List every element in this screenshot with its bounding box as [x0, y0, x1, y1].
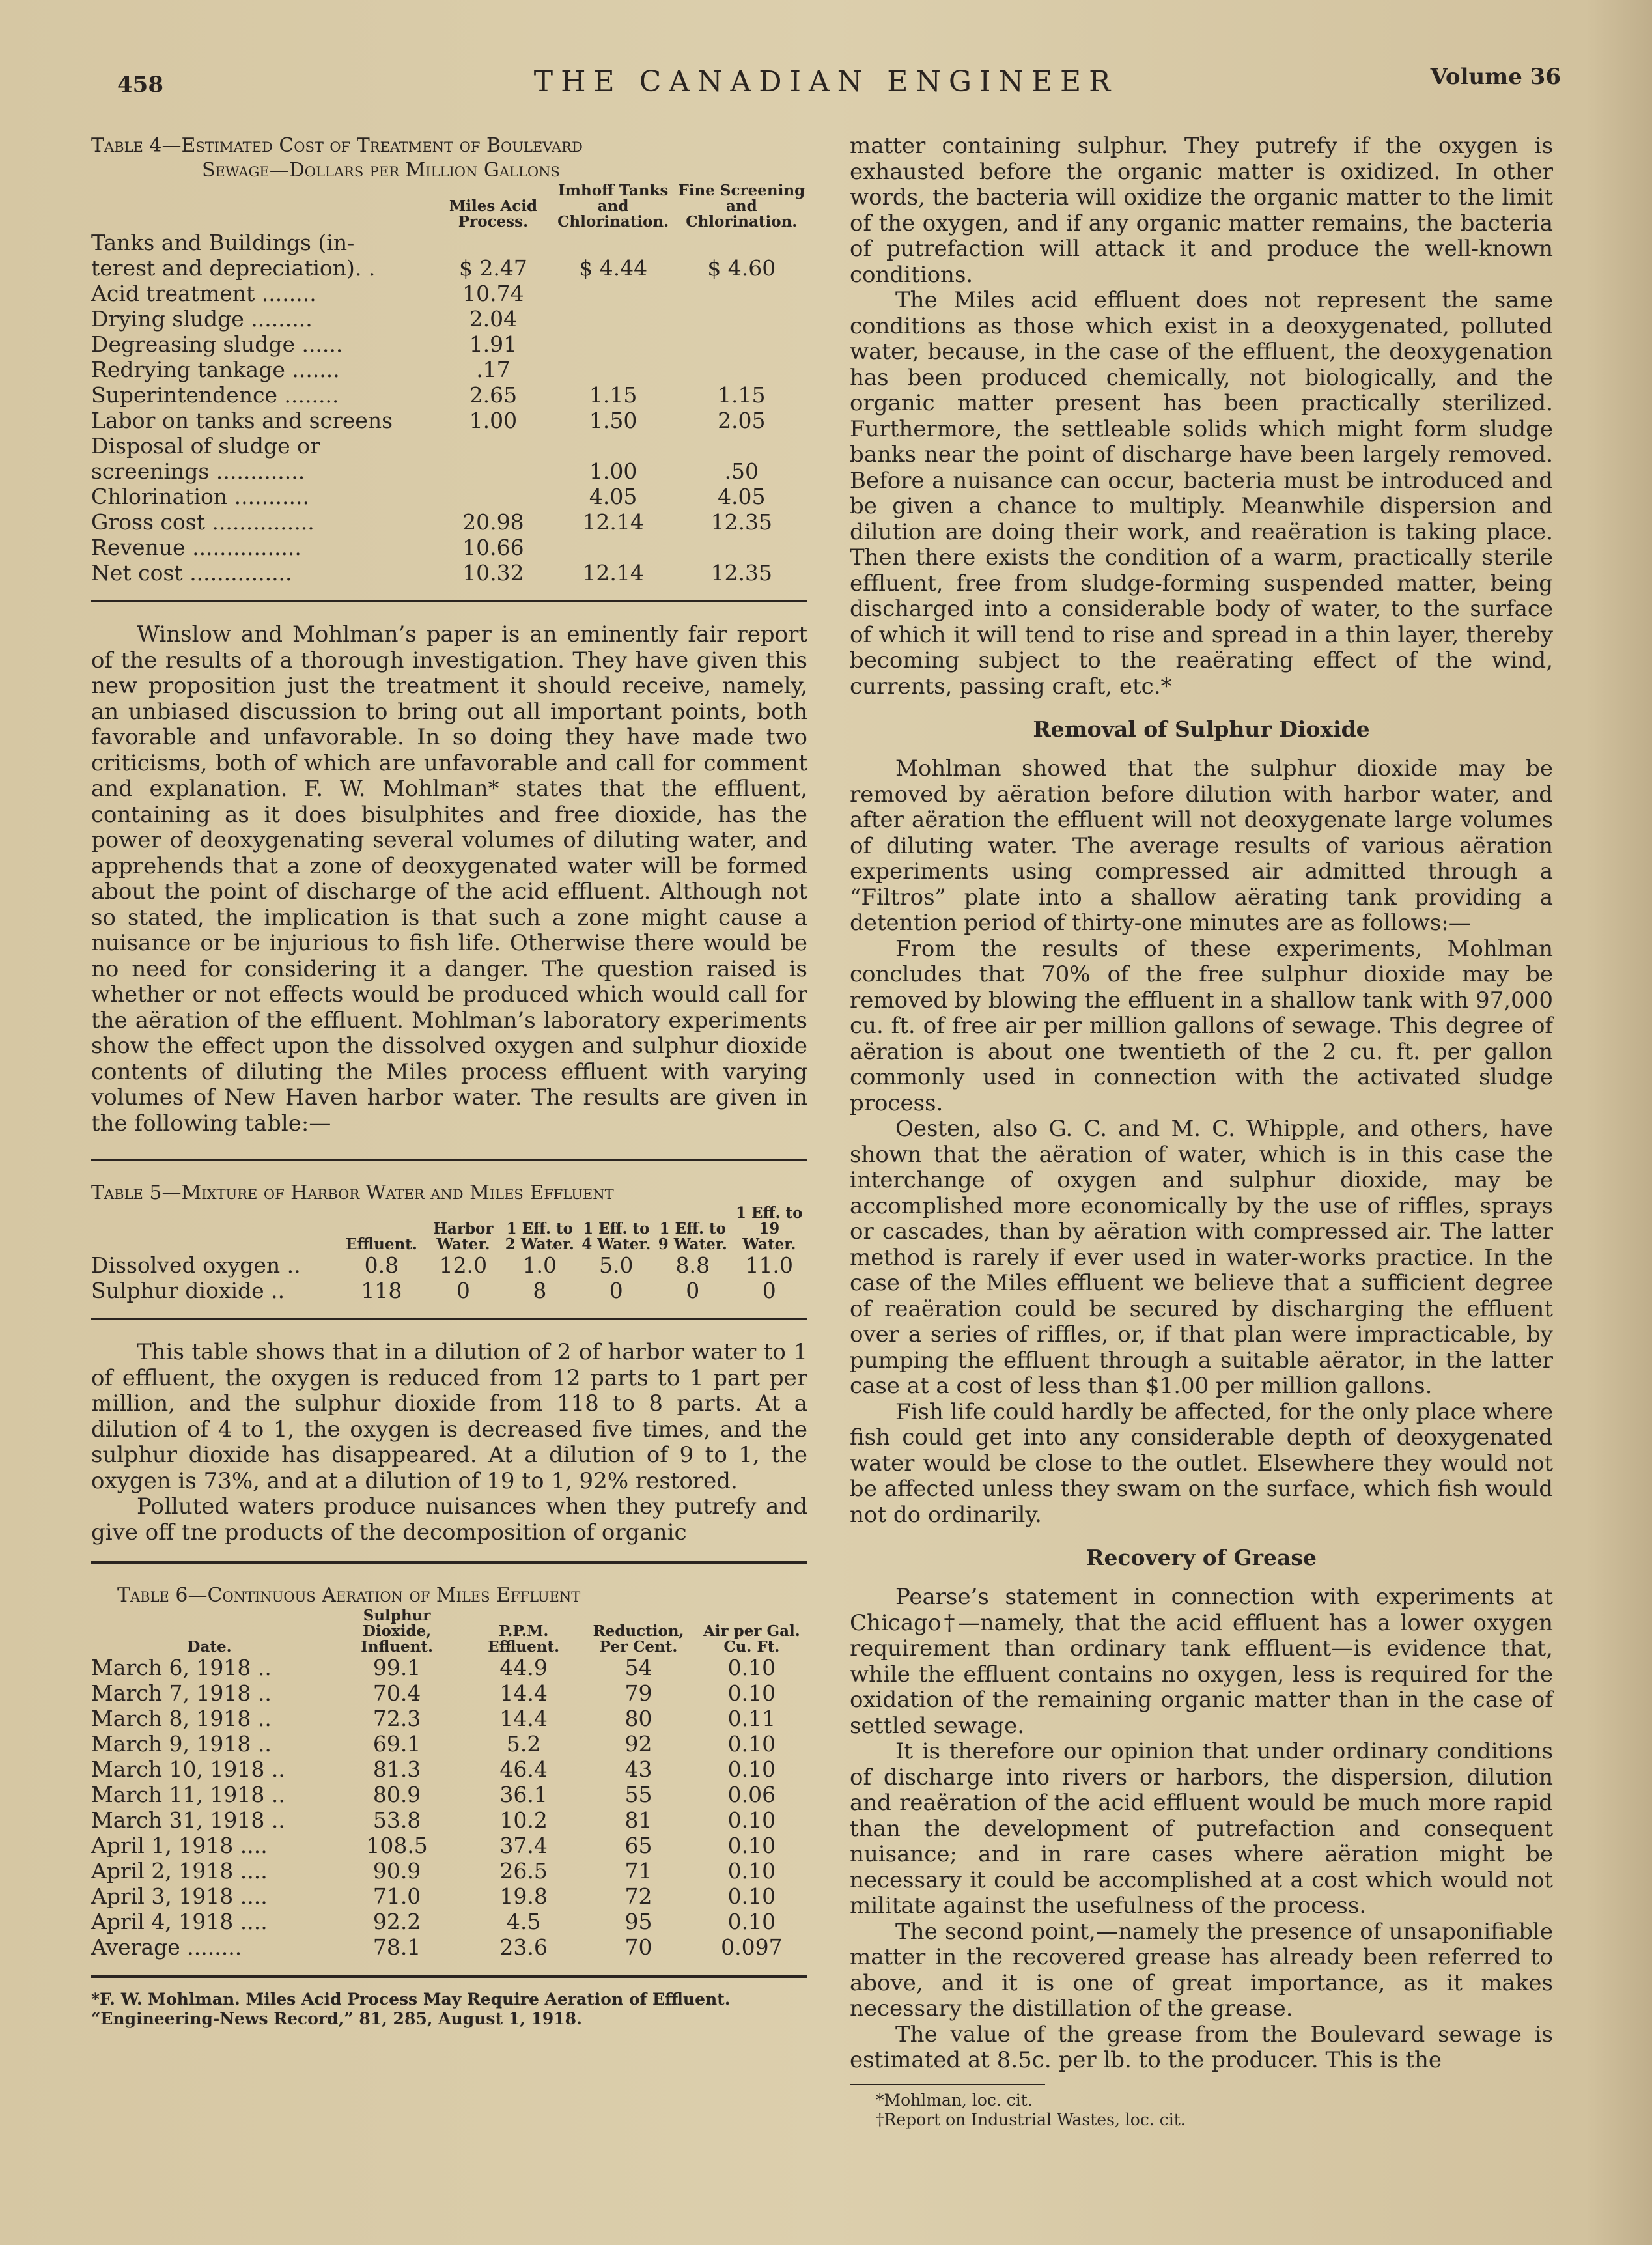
table4-cell: $ 4.44: [579, 255, 648, 281]
table6-col-header: Air per Gal. Cu. Ft.: [703, 1622, 800, 1656]
table6-row: [91, 1731, 807, 1757]
table6-cell: 0.10: [727, 1757, 776, 1782]
table6-cell: 19.8: [499, 1884, 548, 1909]
table5-cell: 0: [456, 1278, 470, 1303]
table4-cell: [676, 230, 807, 255]
table4-header-row: [91, 183, 807, 230]
right-paragraph-6: Fish life could hardly be affected, for the only place where fish could get into any considerable depth of deoxygenated water would be close to the outlet. Elsewhere they would not be affected unless they swam on the surface, which fish would not do ordinarily.: [850, 1398, 1553, 1528]
table6-cell: 80: [624, 1706, 652, 1731]
table6-cell: 14.4: [499, 1680, 548, 1706]
table5-cell: 1.0: [522, 1252, 557, 1278]
table5-col-header: 1 Eff. to 19 Water.: [736, 1204, 803, 1253]
table4-grid: [91, 183, 807, 586]
table5-cell: 8: [533, 1278, 547, 1303]
right-column: [850, 134, 1553, 2130]
table6-row: [91, 1782, 807, 1807]
table4-cell: 2.05: [718, 408, 766, 433]
table4-row-label: Degreasing sludge ......: [91, 332, 343, 357]
table4-row: [91, 332, 807, 357]
table6-cell: 69.1: [372, 1731, 421, 1757]
table5-cell: 0.8: [364, 1252, 399, 1278]
table4-row-label: Labor on tanks and screens: [91, 408, 393, 433]
table4-cell: [551, 535, 676, 560]
table6-grid: [91, 1608, 807, 1960]
right-paragraph-8: It is therefore our opinion that under ordinary conditions of discharge into rivers or harbors, the dispersion, dilution and reaëration of the acid effluent would be much more rapid than the development of putrefaction and consequent nuisance; and in rare cases where aëration might be necessary it could be accomplished at a cost which would not militate against the usefulness of the process.: [850, 1738, 1553, 1919]
table6-cell: 4.5: [506, 1909, 541, 1934]
table4-cell: 12.14: [582, 560, 644, 586]
table5-row: [91, 1252, 807, 1278]
table5-cell: 0: [609, 1278, 623, 1303]
table6-cell: 36.1: [499, 1782, 548, 1807]
table6-cell: 92.2: [372, 1909, 421, 1934]
table4-cell: .50: [724, 459, 759, 484]
table6-row: [91, 1833, 807, 1858]
table4-cell: [676, 281, 807, 306]
volume-label: Volume 36: [1430, 64, 1561, 90]
table4-row: [91, 433, 807, 459]
table5-top-rule: [91, 1159, 807, 1161]
table6-row-date: March 7, 1918 ..: [91, 1680, 272, 1706]
table5-grid: [91, 1206, 807, 1303]
table4-cell: [436, 484, 550, 509]
table6-caption: Table 6—Continuous Aeration of Miles Effluent: [117, 1584, 581, 1607]
table6-row: [91, 1934, 807, 1960]
table4-col-header: Fine Screening and Chlorination.: [678, 182, 805, 231]
table5-row: [91, 1278, 807, 1303]
right-paragraph-9: The second point,—namely the presence of unsaponifiable matter in the recovered grease has already been referred to above, and it is one of great importance, as it makes necessary the distillation of the grease.: [850, 1918, 1553, 2022]
table4-col-header: Imhoff Tanks and Chlorination.: [557, 182, 669, 231]
table6-cell: 90.9: [372, 1858, 421, 1884]
table4-row: [91, 484, 807, 509]
table6-row: [91, 1858, 807, 1884]
table6-cell: 0.06: [727, 1782, 776, 1807]
left-column: [91, 134, 807, 2029]
table4-cell: 10.66: [462, 535, 524, 560]
right-paragraph-3: Mohlman showed that the sulphur dioxide may be removed by aëration before dilution with harbor water, and after aëration the effluent will not deoxygenate large volumes of diluting water. The average results of various aëration experiments using compressed air admitted through a “Filtros” plate into a shallow aërating tank providing a detention period of thirty-one minutes are as follows:—: [850, 755, 1553, 936]
table4-cell: 2.65: [469, 382, 518, 408]
table6-cell: 78.1: [372, 1934, 421, 1960]
table6-row: [91, 1909, 807, 1934]
table6-row: [91, 1757, 807, 1782]
table4-row-label: screenings .............: [91, 459, 305, 484]
table6-cell: 79: [624, 1680, 652, 1706]
table4-cell: [676, 433, 807, 459]
table4-row: [91, 357, 807, 382]
table6-cell: 0.11: [727, 1706, 776, 1731]
table6-cell: 0.10: [727, 1731, 776, 1757]
table4-cell: 1.91: [469, 332, 518, 357]
table5-row-label: Sulphur dioxide ..: [91, 1278, 285, 1303]
table4-cell: $ 4.60: [707, 255, 776, 281]
table6-cell: 37.4: [499, 1833, 548, 1858]
table6-row-date: April 2, 1918 ....: [91, 1858, 268, 1884]
table6-cell: 5.2: [506, 1731, 541, 1757]
table5-cell: 8.8: [675, 1252, 710, 1278]
table4-row-label: Disposal of sludge or: [91, 433, 320, 459]
right-paragraph-2: The Miles acid effluent does not represent the same conditions as those which exist in a deoxygenated, polluted water, because, in the case of the effluent, the deoxygenation has been produced chemically, not biologically, and the organic matter present has been practically sterilized. Furthermore, the settleable solids which might form sludge banks near the point of discharge have been largely removed. Before a nuisance can occur, bacteria must be introduced and be given a chance to multiply. Meanwhile dispersion and dilution are doing their work, and reaëration is taking place. Then there exists the condition of a warm, practically sterile effluent, free from sludge-forming suspended matter, being discharged into a considerable body of water, to the surface of which it will tend to rise and spread in a thin layer, thereby becoming subject to the reaërating effect of the wind, currents, passing craft, etc.*: [850, 287, 1553, 699]
table6-cell: 0.10: [727, 1858, 776, 1884]
table4-cell: 2.04: [469, 306, 518, 332]
table6-row-date: March 8, 1918 ..: [91, 1706, 272, 1731]
table6-row: [91, 1680, 807, 1706]
table4-row-label: Net cost ...............: [91, 560, 292, 586]
table4-cell: 4.05: [589, 484, 637, 509]
table6-cell: 70.4: [372, 1680, 421, 1706]
table6-col-header: P.P.M. Effluent.: [488, 1622, 560, 1656]
table6-cell: 71: [624, 1858, 652, 1884]
table4-caption-line2: Sewage—Dollars per Million Gallons: [202, 159, 560, 182]
table6: [91, 1583, 807, 1960]
table6-cell: 81.3: [372, 1757, 421, 1782]
table4-cell: 12.14: [582, 509, 644, 535]
table6-cell: 43: [624, 1757, 652, 1782]
right-footnote-2: †Report on Industrial Wastes, loc. cit.: [876, 2110, 1186, 2129]
table6-cell: 99.1: [372, 1655, 421, 1680]
table6-cell: 65: [624, 1833, 652, 1858]
left-paragraph-1: Winslow and Mohlman’s paper is an eminently fair report of the results of a thorough investigation. They have given this new proposition just the treatment it should receive, namely, an unbiased discussion to bring out all important points, both favorable and unfavorable. In so doing they have made two criticisms, both of which are unfavorable and call for comment and explanation. F. W. Mohlman* states that the effluent, containing as it does bisulphites and free dioxide, has the power of deoxygenating several volumes of diluting water, and apprehends that a zone of deoxygenated water will be formed about the point of discharge of the acid effluent. Although not so stated, the implication is that such a zone might cause a nuisance or be injurious to fish life. Otherwise there would be no need for considering it a danger. The question raised is whether or not effects would be produced which would call for the aëration of the effluent. Mohlman’s laboratory experiments show the effect upon the dissolved oxygen and sulphur dioxide contents of diluting the Miles process effluent with varying volumes of New Haven harbor water. The results are given in the following table:—: [91, 621, 807, 1137]
table4-col-header: Miles Acid Process.: [449, 197, 538, 231]
table5-cell: 5.0: [599, 1252, 634, 1278]
table6-cell: 23.6: [499, 1934, 548, 1960]
table4-row: [91, 535, 807, 560]
table4-rule: [91, 600, 807, 602]
table4-row: [91, 560, 807, 586]
table5-col-header: 1 Eff. to 9 Water.: [658, 1220, 727, 1253]
table5-cell: 11.0: [745, 1252, 793, 1278]
table6-col-header: Sulphur Dioxide, Influent.: [361, 1607, 434, 1656]
table6-cell: 92: [624, 1731, 652, 1757]
heading-removal-sulphur-dioxide: Removal of Sulphur Dioxide: [1033, 716, 1370, 742]
table6-cell: 44.9: [499, 1655, 548, 1680]
right-paragraph-4: From the results of these experiments, Mohlman concludes that 70% of the free sulphur dioxide may be removed by blowing the effluent in a shallow tank with 97,000 cu. ft. of free air per million gallons of sewage. This degree of aëration is about one twentieth of the 2 cu. ft. per gallon commonly used in connection with the activated sludge process.: [850, 935, 1553, 1116]
left-footnote: *F. W. Mohlman. Miles Acid Process May Require Aeration of Effluent. “Engineering-News Record,” 81, 285, August 1, 1918.: [91, 1990, 731, 2028]
table4-row: [91, 459, 807, 484]
table4-row-label: Superintendence ........: [91, 382, 339, 408]
table6-cell: 54: [624, 1655, 652, 1680]
right-paragraph-5: Oesten, also G. C. and M. C. Whipple, and others, have shown that the aëration of water, which is in this case the interchange of oxygen and sulphur dioxide, may be accomplished more economically by the use of riffles, sprays or cascades, than by aëration with compressed air. The latter method is rarely if ever used in water-works practice. In the case of the Miles effluent we believe that a sufficient degree of reaëration could be secured by discharging the effluent over a series of riffles, or, if that plan were impracticable, by pumping the effluent through a suitable aërator, in the latter case at a cost of less than $1.00 per million gallons.: [850, 1116, 1553, 1399]
table4-row: [91, 408, 807, 433]
table5-cell: 12.0: [439, 1252, 488, 1278]
right-paragraph-10: The value of the grease from the Boulevard sewage is estimated at 8.5c. per lb. to the producer. This is the: [850, 2021, 1553, 2073]
table6-col-header: Date.: [187, 1638, 232, 1656]
table4-row-label: Acid treatment ........: [91, 281, 316, 306]
table4: [91, 134, 807, 602]
table4-row-label: Redrying tankage .......: [91, 357, 340, 382]
table4-row: [91, 382, 807, 408]
page-number: 458: [117, 72, 163, 98]
table6-row-date: April 4, 1918 ....: [91, 1909, 268, 1934]
table4-cell: [676, 306, 807, 332]
table6-cell: 46.4: [499, 1757, 548, 1782]
table4-row-label: terest and depreciation). .: [91, 255, 376, 281]
table6-row-date: March 9, 1918 ..: [91, 1731, 272, 1757]
table4-cell: 1.15: [718, 382, 766, 408]
table4-row-label: Gross cost ...............: [91, 509, 315, 535]
footnote-rule: [91, 1975, 807, 1978]
table4-cell: [551, 332, 676, 357]
heading-recovery-grease: Recovery of Grease: [1086, 1545, 1317, 1570]
table6-cell: 0.10: [727, 1655, 776, 1680]
right-paragraph-1: matter containing sulphur. They putrefy if the oxygen is exhausted before the organic matter is oxidized. In other words, the bacteria will oxidize the organic matter to the limit of the oxygen, and if any organic matter remains, the bacteria of putrefaction will attack it and produce the well-known conditions.: [850, 133, 1553, 288]
table4-cell: [436, 230, 550, 255]
table6-cell: 0.10: [727, 1884, 776, 1909]
table6-cell: 70: [624, 1934, 652, 1960]
table4-cell: 12.35: [710, 560, 773, 586]
table4-cell: $ 2.47: [458, 255, 527, 281]
table6-row-date: March 10, 1918 ..: [91, 1757, 285, 1782]
table4-cell: [676, 357, 807, 382]
table6-cell: 26.5: [499, 1858, 548, 1884]
left-paragraph-2: This table shows that in a dilution of 2 of harbor water to 1 of effluent, the oxygen is reduced from 12 parts to 1 part per million, and the sulphur dioxide from 118 to 8 parts. At a dilution of 4 to 1, the oxygen is decreased five times, and the sulphur dioxide has disappeared. At a dilution of 9 to 1, the oxygen is 73%, and at a dilution of 19 to 1, 92% restored.: [91, 1339, 807, 1494]
table4-cell: 10.74: [462, 281, 524, 306]
table6-header-row: [91, 1608, 807, 1655]
right-paragraph-7: Pearse’s statement in connection with experiments at Chicago†—namely, that the acid effluent has a lower oxygen requirement than ordinary tank effluent—is evidence that, while the effluent contains no oxygen, less is required for the oxidation of the remaining organic matter than in the case of settled sewage.: [850, 1584, 1553, 1739]
table6-cell: 72.3: [372, 1706, 421, 1731]
table4-cell: 1.50: [589, 408, 637, 433]
table6-cell: 95: [624, 1909, 652, 1934]
table4-cell: 1.15: [589, 382, 637, 408]
table4-row-label: Chlorination ...........: [91, 484, 309, 509]
table5-header-row: [91, 1206, 807, 1252]
table6-cell: 55: [624, 1782, 652, 1807]
right-footnote-rule: [850, 2084, 1045, 2085]
table4-cell: 4.05: [718, 484, 766, 509]
table4-row: [91, 230, 807, 255]
table5-col-header: 1 Eff. to 2 Water.: [505, 1220, 574, 1253]
table4-cell: [676, 332, 807, 357]
table6-cell: 81: [624, 1807, 652, 1833]
table5-caption: Table 5—Mixture of Harbor Water and Miles Effluent: [91, 1181, 614, 1204]
table4-cell: 1.00: [469, 408, 518, 433]
table5-cell: 118: [361, 1278, 402, 1303]
table4-cell: [551, 306, 676, 332]
table6-row-date: Average ........: [91, 1934, 242, 1960]
table4-cell: [551, 433, 676, 459]
table4-cell: 20.98: [462, 509, 524, 535]
table6-row: [91, 1706, 807, 1731]
table6-row: [91, 1884, 807, 1909]
table6-row-date: March 31, 1918 ..: [91, 1807, 285, 1833]
table6-cell: 0.10: [727, 1909, 776, 1934]
journal-title: THE CANADIAN ENGINEER: [533, 65, 1119, 98]
table4-cell: 1.00: [589, 459, 637, 484]
table6-row: [91, 1655, 807, 1680]
table4-cell: .17: [476, 357, 511, 382]
table6-row-date: April 3, 1918 ....: [91, 1884, 268, 1909]
table6-col-header: Reduction, Per Cent.: [593, 1622, 684, 1656]
table6-cell: 108.5: [366, 1833, 428, 1858]
table5-col-header: 1 Eff. to 4 Water.: [581, 1220, 651, 1253]
table6-cell: 72: [624, 1884, 652, 1909]
table5: [91, 1181, 807, 1320]
table6-cell: 10.2: [499, 1807, 548, 1833]
table5-row-label: Dissolved oxygen ..: [91, 1252, 301, 1278]
table5-cell: 0: [686, 1278, 700, 1303]
table4-row-label: Drying sludge .........: [91, 306, 313, 332]
table4-row: [91, 306, 807, 332]
table4-cell: 12.35: [710, 509, 773, 535]
table4-cell: [436, 459, 550, 484]
table4-cell: [676, 535, 807, 560]
table6-cell: 71.0: [372, 1884, 421, 1909]
table4-cell: [436, 433, 550, 459]
table6-cell: 80.9: [372, 1782, 421, 1807]
table5-cell: 0: [762, 1278, 776, 1303]
table4-cell: 10.32: [462, 560, 524, 586]
table6-row-date: March 6, 1918 ..: [91, 1655, 272, 1680]
table6-row: [91, 1807, 807, 1833]
table6-cell: 14.4: [499, 1706, 548, 1731]
table4-row-label: Revenue ................: [91, 535, 301, 560]
table4-caption-line1: Table 4—Estimated Cost of Treatment of Boulevard: [91, 134, 583, 157]
table5-col-header: Harbor Water.: [433, 1220, 494, 1253]
table6-cell: 0.10: [727, 1680, 776, 1706]
running-header: [0, 60, 1652, 99]
table6-cell: 0.10: [727, 1833, 776, 1858]
table6-top-rule: [91, 1561, 807, 1564]
table4-row: [91, 281, 807, 306]
table4-cell: [551, 357, 676, 382]
table6-cell: 53.8: [372, 1807, 421, 1833]
table4-cell: [551, 230, 676, 255]
table4-row-label: Tanks and Buildings (in-: [91, 230, 355, 255]
table6-row-date: April 1, 1918 ....: [91, 1833, 268, 1858]
table6-row-date: March 11, 1918 ..: [91, 1782, 285, 1807]
left-paragraph-3: Polluted waters produce nuisances when they putrefy and give off tne products of the decomposition of organic: [91, 1493, 807, 1546]
table5-col-header: Effluent.: [345, 1235, 417, 1253]
table5-bottom-rule: [91, 1318, 807, 1320]
table4-cell: [551, 281, 676, 306]
right-footnote-1: *Mohlman, loc. cit.: [876, 2090, 1033, 2110]
table6-cell: 0.097: [721, 1934, 783, 1960]
table6-cell: 0.10: [727, 1807, 776, 1833]
table4-row: [91, 509, 807, 535]
table4-row: [91, 255, 807, 281]
